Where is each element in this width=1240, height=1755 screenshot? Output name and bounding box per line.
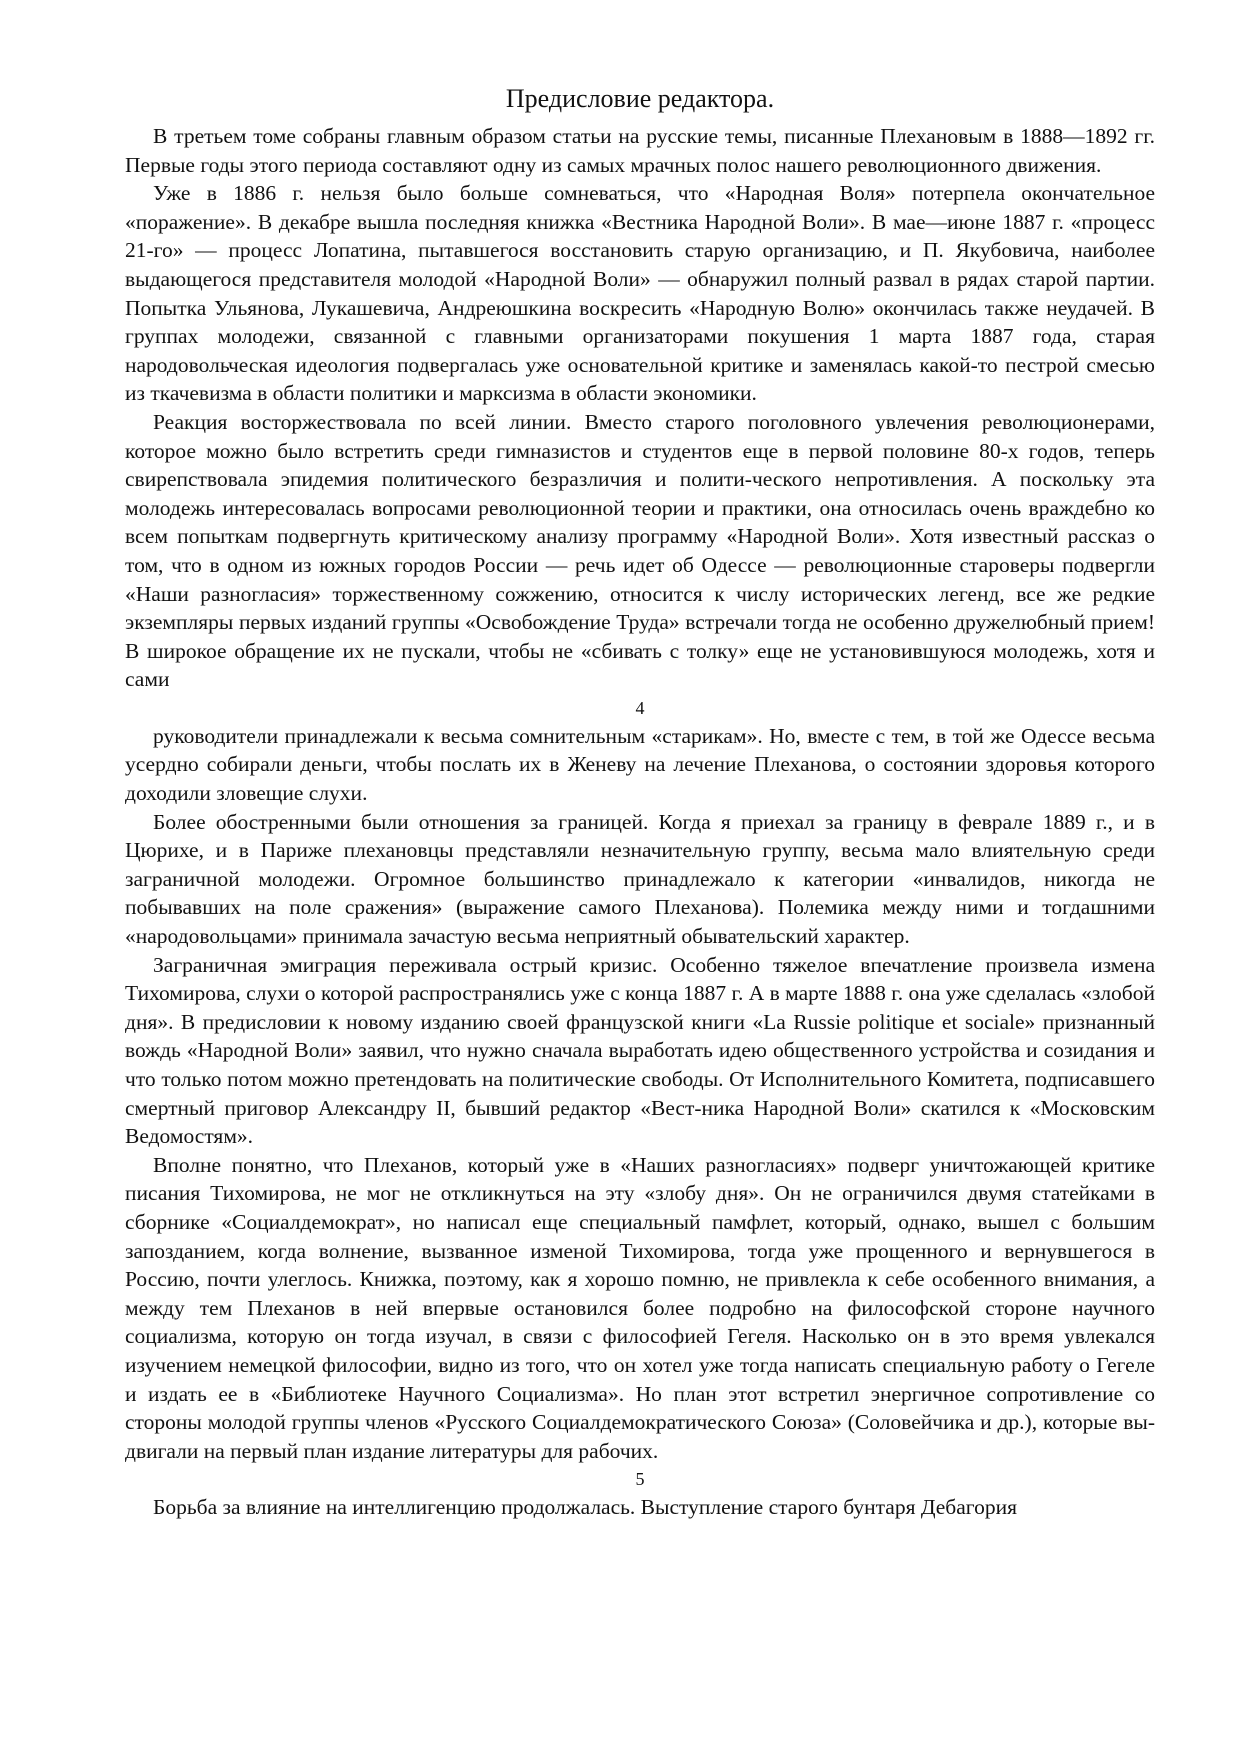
page-title: Предисловие редактора. [505, 84, 775, 113]
paragraph: Вполне понятно, что Плеханов, который уже в «Наших разногласиях» подверг уничтожающей критике писания Тихомирова, не мог не откликнуться на эту «злобу дня». Он не ограничился двумя статейками в сборнике «Социалдемократ», но написал еще специальный памфлет, который, однако, вышел с большим запозданием, когда волнение, вызванное изменой Тихомирова, тогда уже прощенного и вернувшегося в Россию, почти улеглось. Книжка, поэтому, как я хорошо помню, не привлекла к себе особенного внимания, а между тем Плеханов в ней впервые остановился более подробно на философской стороне научного социализма, которую он тогда изучал, в связи с философией Гегеля. Насколько он в это время увлекался изучением немецкой философии, видно из того, что он хотел уже тогда написать специальную работу о Гегеле и издать ее в «Библиотеке Научного Социализма». Но план этот встретил энергичное сопротивление со стороны молодой группы членов «Русского Социалдемократического Союза» (Соловейчика и др.), которые вы-двигали на первый план издание литературы для рабочих. [125, 1152, 1155, 1463]
paragraph: Более обостренными были отношения за границей. Когда я приехал за границу в феврале 1889 г., и в Цюрихе, и в Париже плехановцы представляли незначительную группу, весьма мало влиятельную среди заграничной молодежи. Огромное большинство принадлежало к категории «инвалидов, никогда не побывавших на поле сражения» (выражение самого Плеханова). Полемика между ними и тогдашними «народовольцами» принимала зачастую весьма неприятный обывательский характер. [125, 809, 1155, 949]
paragraph: Борьба за влияние на интеллигенцию продолжалась. Выступление старого бунтаря Дебагория [153, 1495, 1017, 1520]
paragraph: В третьем томе собраны главным образом статьи на русские темы, писанные Плехановым в 1888—1892 гг. Первые годы этого периода составляют одну из самых мрачных полос нашего революционного движения. [125, 124, 1155, 177]
paragraph: Заграничная эмиграция переживала острый кризис. Особенно тяжелое впечатление произвела измена Тихомирова, слухи о которой распространялись уже с конца 1887 г. А в марте 1888 г. она уже сделалась «злобой дня». В предисловии к новому изданию своей французской книги «La Russie politique et sociale» признанный вождь «Народной Воли» заявил, что нужно сначала выработать идею общественного устройства и созидания и что только потом можно претендовать на политические свободы. От Исполнительного Комитета, подписавшего смертный приговор Александру II, бывший редактор «Вест-ника Народной Воли» скатился к «Московским Ведомостям». [125, 952, 1155, 1149]
page-number: 5 [635, 1469, 645, 1490]
paragraph: Уже в 1886 г. нельзя было больше сомневаться, что «Народная Воля» потерпела окончательное «поражение». В декабре вышла последняя книжка «Вестника Народной Воли». В мае—июне 1887 г. «процесс 21-го» — процесс Лопатина, пытавшегося восстановить старую организацию, и П. Якубовича, наиболее выдающегося представителя молодой «Народной Воли» — обнаружил полный развал в рядах старой партии. Попытка Ульянова, Лукашевича, Андреюшкина воскресить «Народную Волю» окончилась также неудачей. В группах молодежи, связанной с главными организаторами покушения 1 марта 1887 года, старая народовольческая идеология подвергалась уже основательной критике и заменялась какой-то пестрой смесью из ткачевизма в области политики и марксизма в области экономики. [125, 181, 1155, 406]
paragraph: руководители принадлежали к весьма сомнительным «старикам». Но, вместе с тем, в той же Одессе весьма усердно собирали деньги, чтобы послать их в Женеву на лечение Плеханова, о состоянии здоровья которого доходили зловещие слухи. [125, 723, 1155, 806]
page-number: 4 [635, 697, 645, 718]
paragraph: Реакция восторжествовала по всей линии. Вместо старого поголовного увлечения революционерами, которое можно было встретить среди гимназистов и студентов еще в первой половине 80-х годов, теперь свирепствовала эпидемия политического безразличия и полити-ческого непротивления. А поскольку эта молодежь интересовалась вопросами революционной теории и практики, она относилась очень враждебно ко всем попыткам подвергнуть критическому анализу программу «Народной Воли». Хотя известный рассказ о том, что в одном из южных городов России — речь идет об Одессе — революционные староверы подвергли «Наши разногласия» торжественному сожжению, относится к числу исторических легенд, все же редкие экземпляры первых изданий группы «Освобождение Труда» встречали тогда не особенно дружелюбный прием! В широкое обращение их не пускали, чтобы не «сбивать с толку» еще не установившуюся молодежь, хотя и сами [125, 409, 1155, 692]
document-page [125, 82, 1155, 1522]
